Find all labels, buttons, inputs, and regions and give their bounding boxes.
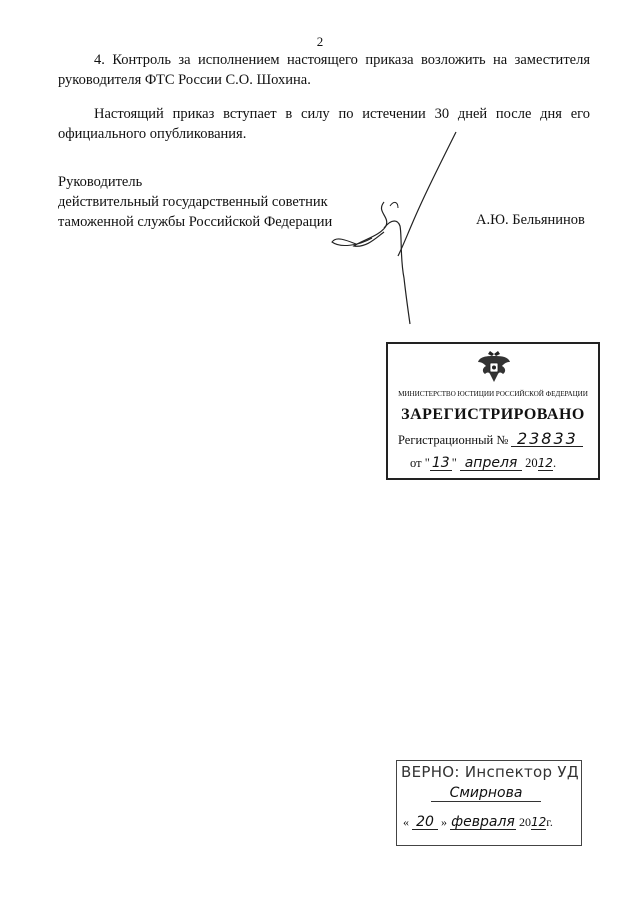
stamp-year-end: . xyxy=(552,456,557,470)
verification-date xyxy=(403,815,553,830)
stamp-month: апреля xyxy=(460,456,522,471)
signature-title-block xyxy=(58,172,332,232)
stamp-registration-line xyxy=(398,429,583,448)
stamp-date-quote: " xyxy=(451,456,457,470)
stamp-date-prefix: от xyxy=(410,456,422,470)
stamp-status: ЗАРЕГИСТРИРОВАНО xyxy=(401,406,585,423)
verification-quote: « xyxy=(403,815,409,829)
verification-stamp xyxy=(396,760,582,846)
stamp-date-quote: " xyxy=(424,456,430,470)
paragraph-effective-date: Настоящий приказ вступает в силу по истечении 30 дней после дня его официального опубликования. xyxy=(58,106,590,142)
stamp-day: 13 xyxy=(430,456,452,471)
stamp-reg-label: Регистрационный № xyxy=(398,433,509,447)
stamp-year-prefix: 20 xyxy=(525,456,538,470)
stamp-ministry-name: МИНИСТЕРСТВО ЮСТИЦИИ РОССИЙСКОЙ ФЕДЕРАЦИИ xyxy=(398,390,588,398)
verification-year-prefix: 20 xyxy=(519,815,531,829)
verification-title: ВЕРНО: Инспектор УД xyxy=(401,763,579,781)
verification-year-suffix: 12 xyxy=(531,815,547,829)
stamp-year-suffix: 12 xyxy=(537,456,553,470)
registration-stamp xyxy=(386,342,600,480)
verification-day: 20 xyxy=(412,815,438,830)
verification-quote: » xyxy=(441,815,447,829)
verification-name: Смирнова xyxy=(431,785,541,802)
handwritten-signature-icon xyxy=(328,128,468,328)
stamp-reg-number: 23833 xyxy=(511,432,583,447)
signer-title-line: таможенной службы Российской Федерации xyxy=(58,214,333,230)
verification-month: февраля xyxy=(451,814,515,830)
signer-title-line: действительный государственный советник xyxy=(58,194,328,210)
coat-of-arms-icon xyxy=(476,350,512,384)
paragraph-item-4: 4. Контроль за исполнением настоящего приказа возложить на заместителя руководителя ФТС России С.О. Шохина. xyxy=(58,52,590,88)
page-number: 2 xyxy=(316,34,324,49)
verification-year-end: г. xyxy=(546,815,553,829)
signer-title-line: Руководитель xyxy=(58,174,143,190)
stamp-date-line xyxy=(410,456,556,471)
signer-name: А.Ю. Бельянинов xyxy=(476,212,585,228)
